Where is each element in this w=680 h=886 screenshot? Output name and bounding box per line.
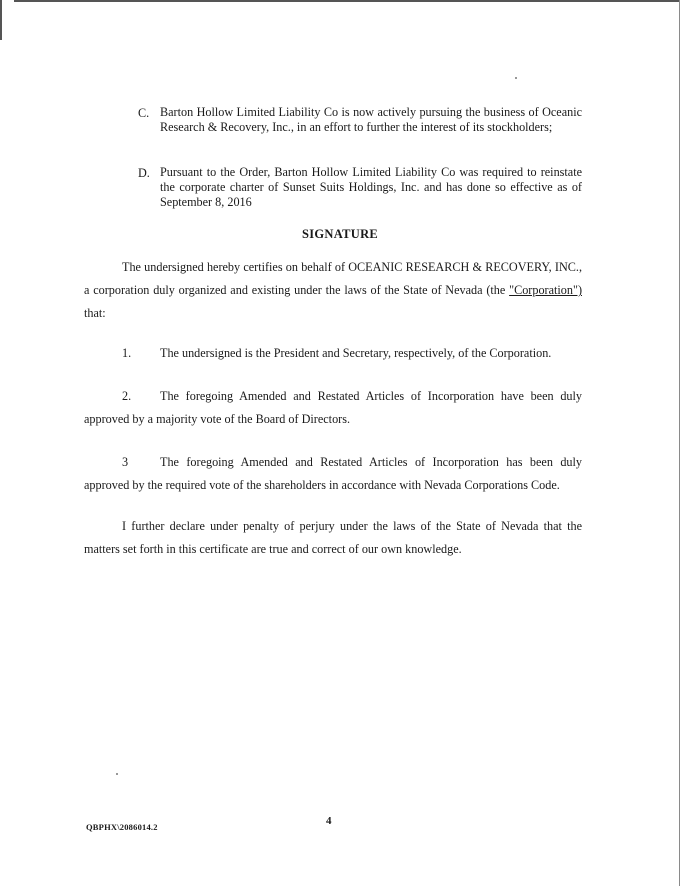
item-1-text: The undersigned is the President and Secretary, respectively, of the Corporation. (160, 346, 552, 360)
scan-speck (116, 773, 118, 775)
signature-heading: SIGNATURE (301, 227, 379, 241)
item-c-text: Barton Hollow Limited Liability Co is now actively pursuing the business of Oceanic Research & Recovery, Inc., in an effort to further the interest of its stockholders; (160, 105, 582, 134)
item-1-number: 1. (122, 346, 132, 360)
certification-suffix: that: (84, 306, 106, 320)
item-3-text: The foregoing Amended and Restated Articles of Incorporation has been duly approved by the required vote of the shareholders in accordance with Nevada Corporations Code. (84, 455, 582, 492)
page-number: 4 (326, 815, 332, 827)
scan-edge-left (0, 0, 2, 40)
item-2-number: 2. (122, 389, 132, 403)
corporation-defined-term: "Corporation") (509, 283, 582, 297)
certification-paragraph (84, 256, 582, 325)
declaration-paragraph: I further declare under penalty of perjury under the laws of the State of Nevada that the matters set forth in this certificate are true and correct of our own knowledge. (84, 519, 582, 556)
certification-prefix: The undersigned hereby certifies on behalf of OCEANIC RESEARCH & RECOVERY, INC., a corporation duly organized and existing under the laws of the State of Nevada (the (84, 260, 582, 297)
document-id: QBPHX\2086014.2 (86, 822, 158, 832)
item-3-number: 3 (122, 455, 129, 469)
item-c-marker: C. (138, 106, 150, 120)
item-d-text: Pursuant to the Order, Barton Hollow Limited Liability Co was required to reinstate the corporate charter of Sunset Suits Holdings, Inc. and has done so effective as of September 8, 2016 (160, 165, 582, 209)
item-d-marker: D. (138, 166, 150, 180)
scan-edge-top (14, 0, 680, 2)
scan-speck (515, 77, 517, 79)
item-2-text: The foregoing Amended and Restated Articles of Incorporation have been duly approved by a majority vote of the Board of Directors. (84, 389, 582, 426)
